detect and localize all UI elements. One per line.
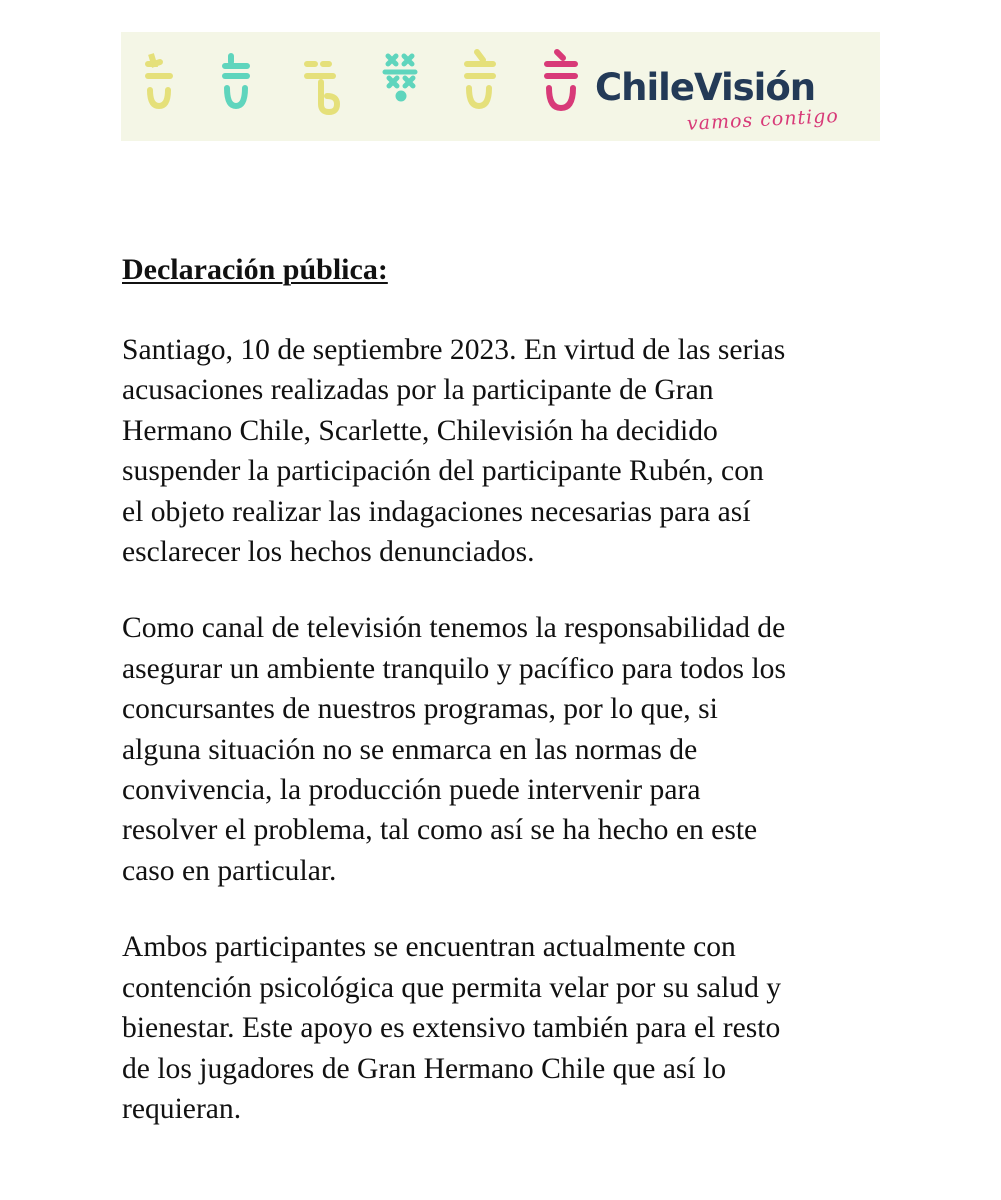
paragraph-line: acusaciones realizadas por la participante de Gran	[122, 374, 714, 407]
statement-heading: Declaración pública:	[122, 253, 388, 286]
paragraph-line: Ambos participantes se encuentran actualmente con	[122, 931, 736, 964]
paragraph-line: de los jugadores de Gran Hermano Chile que así lo	[122, 1052, 727, 1085]
paragraph-line: bienestar. Este apoyo es extensivo también para el resto	[122, 1012, 781, 1045]
paragraph-line: contención psicológica que permita velar por su salud y	[122, 971, 782, 1004]
face-smile-icon	[225, 56, 247, 106]
paragraph-line: resolver el problema, tal como así se ha hecho en este	[122, 814, 758, 847]
paragraph-line: asegurar un ambiente tranquilo y pacífico para todos los	[122, 652, 786, 685]
paragraph-line: requieran.	[122, 1092, 242, 1125]
paragraph-line: convivencia, la producción puede intervenir para	[122, 774, 701, 807]
paragraph-line: Hermano Chile, Scarlette, Chilevisión ha decidido	[122, 414, 718, 447]
paragraph-line: Como canal de televisión tenemos la responsabilidad de	[122, 612, 786, 645]
face-tongue-icon	[307, 64, 337, 112]
statement-document	[122, 250, 892, 1165]
chilevision-logo-icon	[547, 52, 575, 108]
brand-tagline: vamos contigo	[686, 104, 840, 135]
paragraph-line: el objeto realizar las indagaciones necesarias para así	[122, 495, 751, 528]
statement-paragraph-2	[122, 608, 892, 891]
face-x-eyes-icon	[385, 56, 415, 99]
paragraph-line: alguna situación no se enmarca en las normas de	[122, 733, 698, 766]
statement-paragraph-1	[122, 330, 892, 572]
brand-wordmark: ChileVisión	[595, 66, 816, 109]
paragraph-line: caso en particular.	[122, 854, 337, 887]
paragraph-line: esclarecer los hechos denunciados.	[122, 536, 535, 569]
banner-graphic	[121, 32, 880, 141]
paragraph-line: suspender la participación del participante Rubén, con	[122, 455, 764, 488]
header-banner	[121, 32, 880, 141]
paragraph-line: concursantes de nuestros programas, por lo que, si	[122, 693, 718, 726]
paragraph-line: Santiago, 10 de septiembre 2023. En virtud de las serias	[122, 334, 786, 366]
statement-paragraph-3	[122, 927, 892, 1129]
face-wink-icon	[148, 54, 170, 106]
face-smile-icon-2	[467, 52, 493, 106]
